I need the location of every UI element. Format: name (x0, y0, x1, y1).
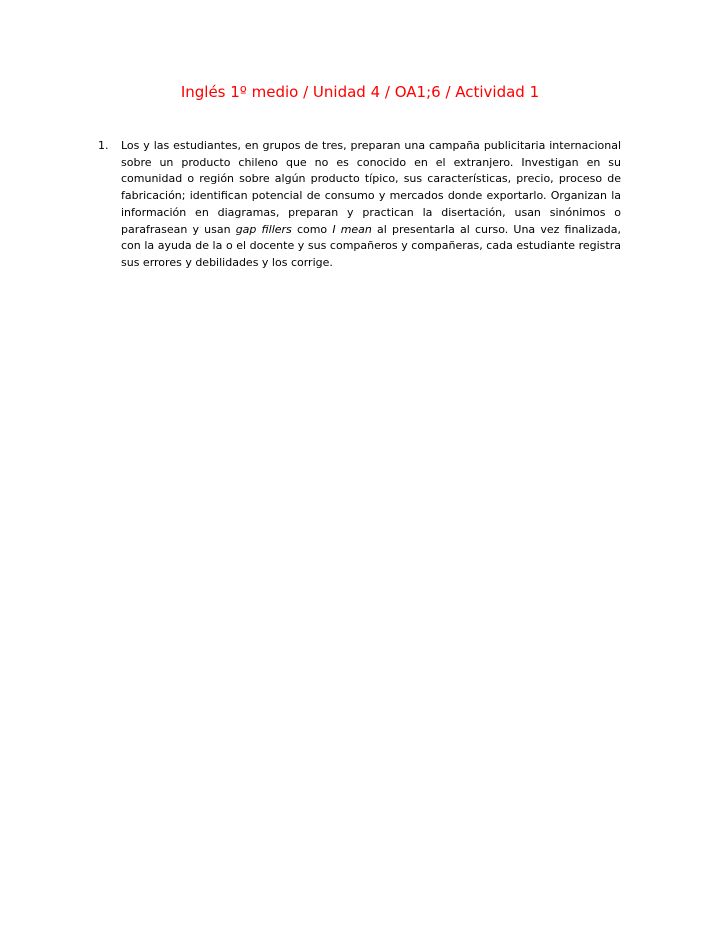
italic-term-gap-fillers: gap fillers (235, 222, 292, 236)
activity-item (98, 138, 621, 272)
activity-list (98, 138, 621, 272)
activity-description (121, 138, 621, 272)
page-title: Inglés 1º medio / Unidad 4 / OA1;6 / Actividad 1 (180, 83, 540, 101)
activity-text-part1: Los y las estudiantes, en grupos de tres, preparan una campaña publicitaria internacional sobre un producto chileno que no es conocido en el extranjero. Investigan en su comunidad o región sobre algún producto típico, sus características, precio, proceso de fabricación; identifican potencial de consumo y mercados donde exportarlo. Organizan la información en diagramas, preparan y practican la disertación, usan sinónimos o parafrasean y usan (121, 139, 621, 236)
activity-text-part2: como (291, 222, 333, 236)
activity-text-part3: al presentarla al curso. Una vez finalizada, con la ayuda de la o el docente y sus compañeros y compañeras, cada estudiante registra sus errores y debilidades y los corrige. (121, 222, 621, 269)
italic-term-i-mean: I mean (332, 222, 372, 236)
item-number: 1. (98, 139, 109, 152)
